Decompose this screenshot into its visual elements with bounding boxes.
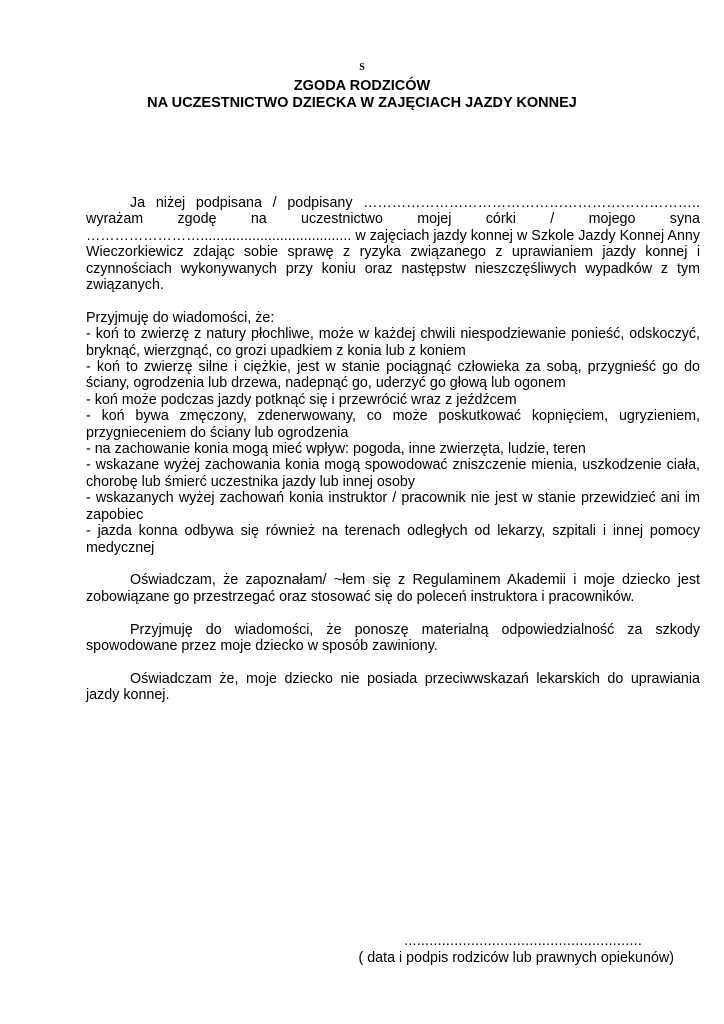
regulations-statement: Oświadczam, że zapoznałam/ ~łem się z Regulaminem Akademii i moje dziecko jest zobowiązane go przestrzegać oraz stosować się do poleceń instruktora i pracowników. — [86, 572, 700, 605]
risk-item: - na zachowanie konia mogą mieć wpływ: pogoda, inne zwierzęta, ludzie, teren — [86, 441, 586, 458]
document-subtitle: NA UCZESTNICTWO DZIECKA W ZAJĘCIACH JAZDY KONNEJ — [147, 95, 577, 111]
document-title: ZGODA RODZICÓW — [293, 78, 431, 94]
risk-item: - koń może podczas jazdy potknąć się i przewrócić wraz z jeźdźcem — [86, 391, 517, 408]
risks-list — [86, 326, 700, 556]
risk-item: - koń to zwierzę z natury płochliwe, może w każdej chwili niespodziewanie ponieść, odskoczyć, bryknąć, wierzgnąć, co grozi upadkiem z konia lub z koniem — [86, 326, 700, 359]
risks-intro: Przyjmuję do wiadomości, że: — [86, 309, 275, 326]
signature-line: ......................................................... — [404, 933, 642, 949]
declaration-paragraph: Ja niżej podpisana / podpisany …………………………………………………………….. wyrażam zgodę na uczestnictwo mojej córki / mojego syna ……………………...................................... w zajęciach jazdy konnej w Szkole Jazdy Konnej Anny Wieczorkiewicz zdając sobie sprawę z ryzyka związanego z uprawianiem jazdy konnej i czynnościach wykonywanych przy koniu oraz następstw nieszczęśliwych wypadków z tym związanych. — [86, 195, 700, 294]
document-body — [86, 195, 700, 704]
risk-item: - jazda konna odbywa się również na terenach odległych od lekarzy, szpitali i innej pomocy medycznej — [86, 523, 700, 556]
liability-statement: Przyjmuję do wiadomości, że ponoszę materialną odpowiedzialność za szkody spowodowane przez moje dziecko w sposób zawiniony. — [86, 621, 700, 654]
risk-item: - wskazanych wyżej zachowań konia instruktor / pracownik nie jest w stanie przewidzieć ani im zapobiec — [86, 490, 700, 523]
signature-caption: ( data i podpis rodziców lub prawnych opiekunów) — [358, 950, 674, 966]
risk-item: - wskazane wyżej zachowania konia mogą spowodować zniszczenie mienia, uszkodzenie ciała, chorobę lub śmierć uczestnika jazdy lub innej osoby — [86, 457, 700, 490]
risk-item: - koń to zwierzę silne i ciężkie, jest w stanie pociągnąć człowieka za sobą, przygnieść go do ściany, ogrodzenia lub drzewa, nadepnąć go, uderzyć go głową lub ogonem — [86, 359, 700, 392]
health-statement: Oświadczam że, moje dziecko nie posiada przeciwwskazań lekarskich do uprawiania jazdy konnej. — [86, 670, 700, 704]
risk-item: - koń bywa zmęczony, zdenerwowany, co może poskutkować kopnięciem, ugryzieniem, przygnieceniem do ściany lub ogrodzenia — [86, 408, 700, 441]
document-mark: S — [359, 62, 365, 73]
